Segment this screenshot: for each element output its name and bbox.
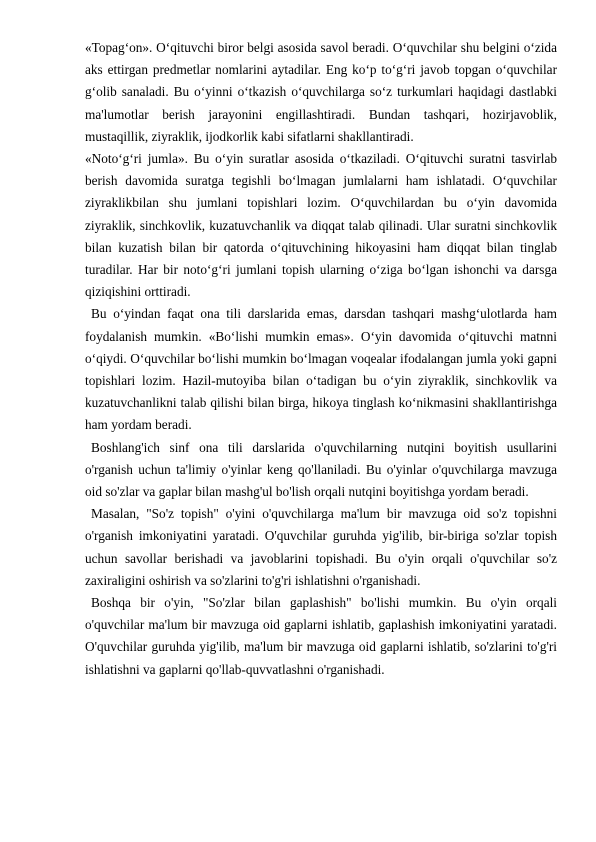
- paragraph-speech-enrichment-intro: Boshlang'ich sinf ona tili darslarida o'quvchilarning nutqini boyitish usullarini o'rganish uchun ta'limiy o'yinlar keng qo'llaniladi. Bu o'yinlar o'quvchilarga mavzuga oid so'zlar va gaplar bilan mashg'ul bo'lish orqali nutqini boyitishga yordam beradi.: [85, 439, 557, 500]
- paragraph-sozlar-bilan-gaplashish-game: Boshqa bir o'yin, "So'zlar bilan gaplashish" bo'lishi mumkin. Bu o'yin orqali o'quvchilar ma'lum bir mavzuga oid gaplarni ishlatib, gaplashish imkoniyatini yaratadi. O'quvchilar guruhda yig'ilib, ma'lum bir mavzuga oid gaplarni ishlatib, so'zlarini to'g'ri ishlatishni va gaplarni qo'llab-quvvatlashni o'rganishadi.: [85, 595, 557, 677]
- paragraph-notogri-jumla-game: «Noto‘g‘ri jumla». Bu o‘yin suratlar asosida o‘tkaziladi. O‘qituvchi suratni tasvirlab berish davomida suratga tegishli bo‘lmagan jumlalarni ham ishlatadi. O‘quvchilar ziyraklikbilan shu jumlani topishlari lozim. O‘quvchilardan bu o‘yin davomida ziyraklik, sinchkovlik, kuzatuvchanlik va diqqat talab qilinadi. Ular suratni sinchkovlik bilan kuzatish bilan bir qatorda o‘qituvchining hikoyasini ham diqqat bilan tinglab turadilar. Har bir noto‘g‘ri jumlani topish ularning o‘ziga bo‘lgan ishonchi va darsga qiziqishini orttiradi.: [85, 151, 557, 300]
- paragraph-bolishi-mumkin-emas-game: Bu o‘yindan faqat ona tili darslarida emas, darsdan tashqari mashg‘ulotlarda ham foydalanish mumkin. «Bo‘lishi mumkin emas». O‘yin davomida o‘qituvchi matnni o‘qiydi. O‘quvchilar bo‘lishi mumkin bo‘lmagan voqealar ifodalangan jumla yoki gapni topishlari lozim. Hazil-mutoyiba bilan o‘tadigan bu o‘yin ziyraklik, sinchkovlik va kuzatuvchanlikni talab qilishi bilan birga, hikoya tinglash ko‘nikmasini shakllantirishga ham yordam beradi.: [85, 306, 557, 433]
- paragraph-soz-topish-game: Masalan, "So'z topish" o'yini o'quvchilarga ma'lum bir mavzuga oid so'z topishni o'rganish imkoniyatini yaratadi. O'quvchilar guruhda yig'ilib, bir-biriga so'zlar topish uchun savollar berishadi va javoblarini topishadi. Bu o'yin orqali o'quvchilar so'z zaxiraligini oshirish va so'zlarini to'g'ri ishlatishni o'rganishadi.: [85, 506, 557, 588]
- document-page: [85, 37, 557, 681]
- paragraph-topagon-game: «Topag‘on». O‘qituvchi biror belgi asosida savol beradi. O‘quvchilar shu belgini o‘zida aks ettirgan predmetlar nomlarini aytadilar. Eng ko‘p to‘g‘ri javob topgan o‘quvchilar g‘olib sanaladi. Bu o‘yinni o‘tkazish o‘quvchilarga so‘z turkumlari haqidagi dastlabki ma'lumotlar berish jarayonini engillashtiradi. Bundan tashqari, hozirjavoblik, mustaqillik, ziyraklik, ijodkorlik kabi sifatlarni shakllantiradi.: [85, 40, 557, 144]
